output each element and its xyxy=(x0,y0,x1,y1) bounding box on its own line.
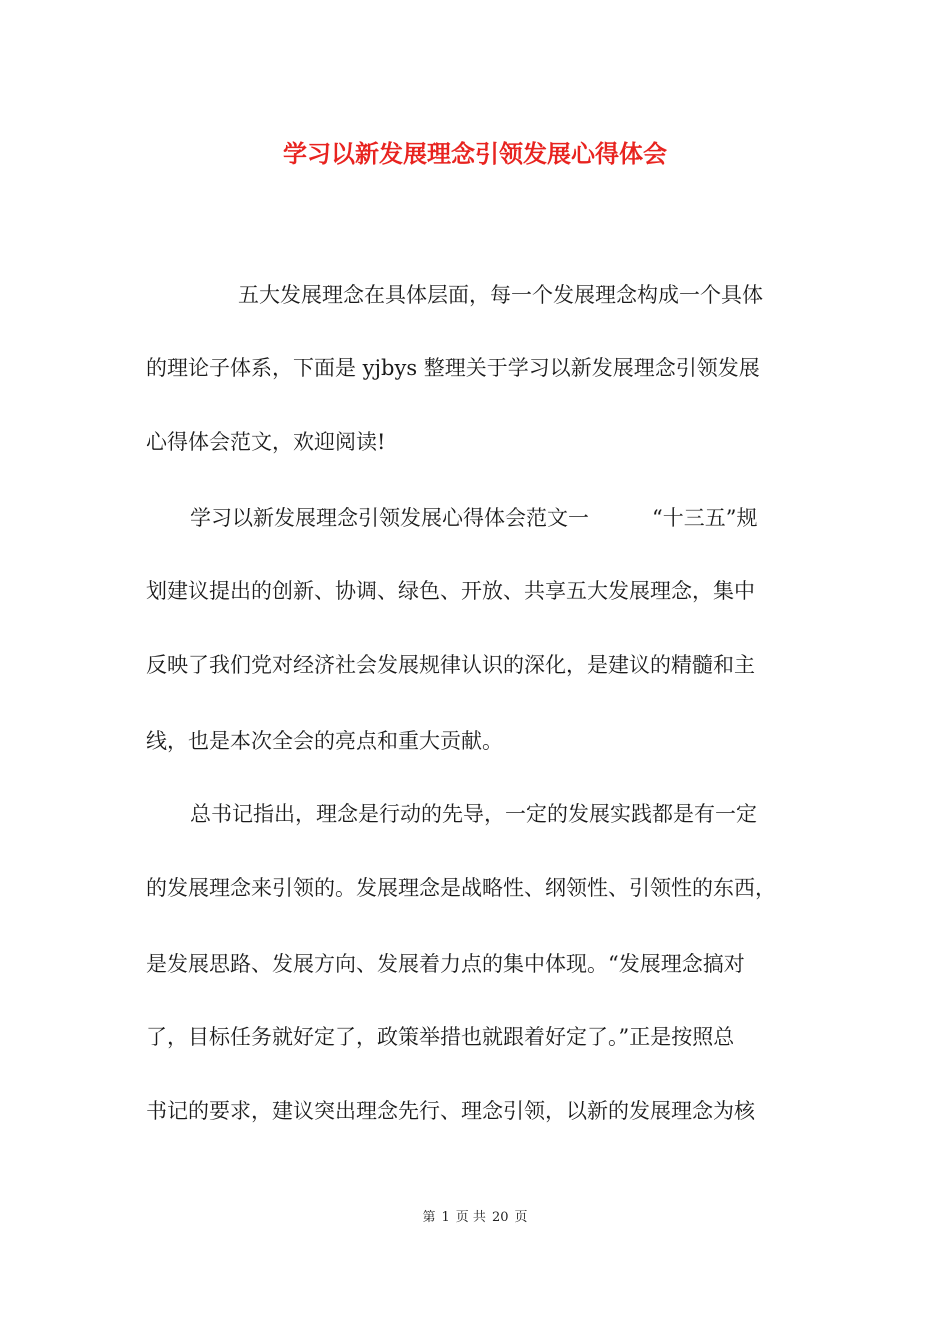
body-line: 书记的要求，建议突出理念先行、理念引领，以新的发展理念为核 xyxy=(146,1099,755,1123)
document-title: 学习以新发展理念引领发展心得体会 xyxy=(283,139,667,168)
page-footer xyxy=(0,1208,950,1228)
body-line: 反映了我们党对经济社会发展规律认识的深化，是建议的精髓和主 xyxy=(146,653,755,677)
body-line: 了，目标任务就好定了，政策举措也就跟着好定了。”正是按照总 xyxy=(146,1025,735,1049)
body-line: 心得体会范文，欢迎阅读! xyxy=(146,430,386,454)
body-line: 划建议提出的创新、协调、绿色、开放、共享五大发展理念，集中 xyxy=(146,579,755,603)
page-prefix: 第 xyxy=(422,1210,436,1225)
body-line: 线，也是本次全会的亮点和重大贡献。 xyxy=(146,729,503,753)
body-line: 总书记指出，理念是行动的先导，一定的发展实践都是有一定 xyxy=(190,802,757,826)
page-mid: 页 共 xyxy=(455,1210,486,1225)
page-number: 1 xyxy=(441,1210,450,1225)
body-line: 是发展思路、发展方向、发展着力点的集中体现。“发展理念搞对 xyxy=(146,952,745,976)
page-total: 20 xyxy=(491,1210,509,1225)
body-line: 五大发展理念在具体层面，每一个发展理念构成一个具体 xyxy=(238,283,763,307)
body-line: 学习以新发展理念引领发展心得体会范文一 “十三五”规 xyxy=(190,506,758,530)
body-line: 的发展理念来引领的。发展理念是战略性、纲领性、引领性的东西， xyxy=(146,876,776,900)
body-line: 的理论子体系，下面是 yjbys 整理关于学习以新发展理念引领发展 xyxy=(146,356,760,380)
page-suffix: 页 xyxy=(514,1210,528,1225)
